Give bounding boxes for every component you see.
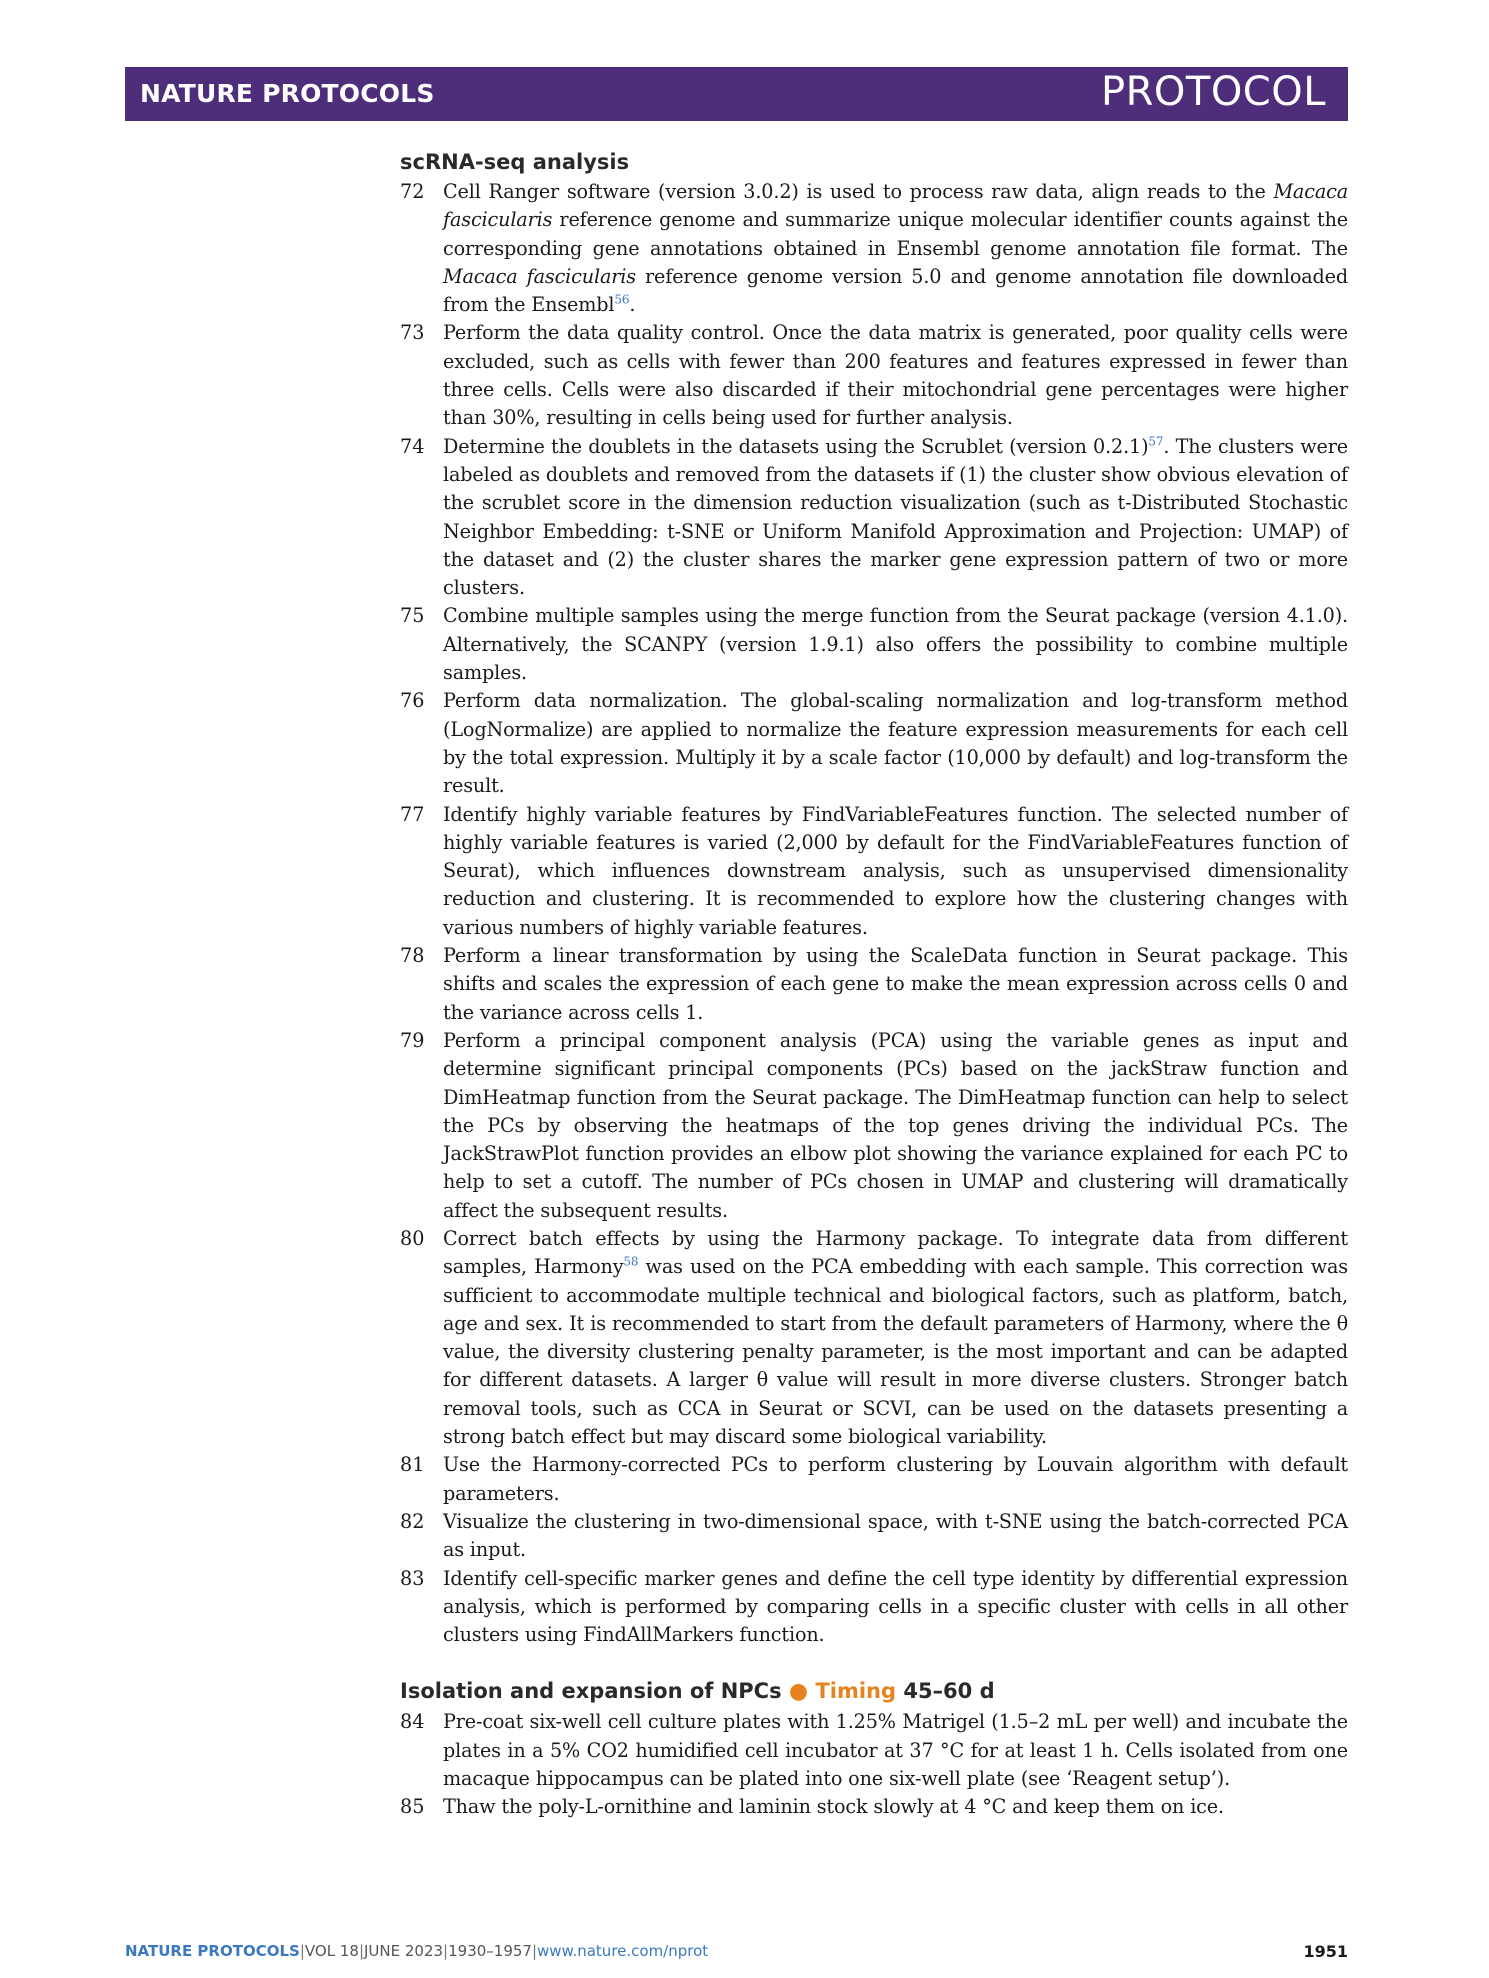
step-text: Identify cell-specific marker genes and define the cell type identity by differential expression analysis, which is performed by comparing cells in a specific cluster with cells in all other clusters using FindAllMarkers function. bbox=[443, 1566, 1348, 1647]
section-title-scrna: scRNA-seq analysis bbox=[400, 150, 630, 174]
step-80 bbox=[400, 1225, 1348, 1451]
step-73 bbox=[400, 319, 1348, 432]
step-text: Correct batch effects by using the Harmony package. To integrate data from different samples, Harmony$^{58}$ was used on the PCA embedding with each sample. This correction was sufficient to accommodate multiple technical and biological factors, such as platform, batch, age and sex. It is recommended to start from the default parameters of Harmony, where the θ value, the diversity clustering penalty parameter, is the most important and can be adapted for different datasets. A larger θ value will result in more diverse clusters. Stronger batch removal tools, such as CCA in Seurat or SCVI, can be used on the datasets presenting a strong batch effect but may discard some biological variability. bbox=[443, 1226, 1348, 1449]
step-84 bbox=[400, 1708, 1348, 1793]
species-name: Macaca fascicularis bbox=[443, 264, 636, 288]
step-text: Perform the data quality control. Once the data matrix is generated, poor quality cells were excluded, such as cells with fewer than 200 features and features expressed in fewer than three cells. Cells were also discarded if their mitochondrial gene percentages were higher than 30%, resulting in cells being used for further analysis. bbox=[443, 321, 1348, 430]
footer-pages: 1930–1957 bbox=[448, 1942, 532, 1960]
footer-separator: | bbox=[358, 1942, 364, 1960]
step-82 bbox=[400, 1508, 1348, 1565]
step-text: Thaw the poly-L-ornithine and laminin stock slowly at 4 °C and keep them on ice. bbox=[443, 1795, 1224, 1819]
page-number: 1951 bbox=[1303, 1942, 1348, 1961]
footer-separator: | bbox=[531, 1942, 538, 1960]
step-text: Perform a principal component analysis (PCA) using the variable genes as input and determine significant principal components (PCs) based on the jackStraw function and DimHeatmap function from the Seurat package. The DimHeatmap function can help to select the PCs by observing the heatmaps of the top genes driving the individual PCs. The JackStrawPlot function provides an elbow plot showing the variance explained for each PC to help to set a cutoff. The number of PCs chosen in UMAP and clustering will dramatically affect the subsequent results. bbox=[443, 1028, 1348, 1222]
step-number: 84 bbox=[400, 1710, 425, 1734]
step-text: Use the Harmony-corrected PCs to perform clustering by Louvain algorithm with default parameters. bbox=[443, 1453, 1348, 1505]
main-content bbox=[400, 150, 1348, 1822]
step-85 bbox=[400, 1793, 1348, 1821]
step-number: 85 bbox=[400, 1795, 425, 1819]
footer-date: JUNE 2023 bbox=[364, 1942, 444, 1960]
footer-volume: VOL 18 bbox=[304, 1942, 359, 1960]
article-type: PROTOCOL bbox=[1100, 69, 1326, 115]
step-number: 75 bbox=[400, 604, 425, 628]
step-text: Identify highly variable features by FindVariableFeatures function. The selected number of highly variable features is varied (2,000 by default for the FindVariableFeatures function of Seurat), which influences downstream analysis, such as unsupervised dimensionality reduction and clustering. It is recommended to explore how the clustering changes with various numbers of highly variable features. bbox=[443, 802, 1348, 939]
footer-journal: NATURE PROTOCOLS bbox=[125, 1942, 300, 1960]
journal-header-bar bbox=[125, 67, 1348, 121]
reference-link[interactable]: 57 bbox=[1148, 434, 1164, 449]
step-text: Cell Ranger software (version 3.0.2) is used to process raw data, align reads to the Macaca fascicularis reference genome and summarize unique molecular identifier counts against the corresponding gene annotations obtained in Ensembl genome annotation file format. The Macaca fascicularis reference genome version 5.0 and genome annotation file downloaded from the Ensembl$^{56}$. bbox=[443, 180, 1349, 317]
step-number: 82 bbox=[400, 1509, 425, 1533]
reference-link[interactable]: 56 bbox=[614, 292, 630, 307]
page-footer bbox=[125, 1942, 1348, 1960]
step-text: Pre-coat six-well cell culture plates with 1.25% Matrigel (1.5–2 mL per well) and incubate the plates in a 5% CO2 humidified cell incubator at 37 °C for at least 1 h. Cells isolated from one macaque hippocampus can be plated into one six-well plate (see ‘Reagent setup’). bbox=[443, 1710, 1348, 1791]
step-number: 76 bbox=[400, 689, 425, 713]
step-text: Perform a linear transformation by using the ScaleData function in Seurat package. This shifts and scales the expression of each gene to make the mean expression across cells 0 and the variance across cells 1. bbox=[443, 944, 1348, 1024]
reference-link[interactable]: 58 bbox=[623, 1254, 639, 1269]
step-number: 78 bbox=[400, 944, 425, 968]
step-text: Determine the doublets in the datasets using the Scrublet (version 0.2.1)$^{57}$. The clusters were labeled as doublets and removed from the datasets if (1) the cluster show obvious elevation of the scrublet score in the dimension reduction visualization (such as t-Distributed Stochastic Neighbor Embedding: t-SNE or Uniform Manifold Approximation and Projection: UMAP) of the dataset and (2) the cluster shares the marker gene expression pattern of two or more clusters. bbox=[443, 434, 1348, 600]
step-72 bbox=[400, 178, 1348, 319]
step-number: 81 bbox=[400, 1453, 425, 1477]
step-number: 79 bbox=[400, 1028, 425, 1052]
step-78 bbox=[400, 942, 1348, 1027]
step-text: Combine multiple samples using the merge function from the Seurat package (version 4.1.0). Alternatively, the SCANPY (version 1.9.1) also offers the possibility to combine multiple samples. bbox=[443, 604, 1348, 685]
timing-label: Timing bbox=[815, 1679, 897, 1704]
species-name: Macaca fascicularis bbox=[443, 180, 1348, 232]
step-74 bbox=[400, 433, 1348, 603]
footer-separator: | bbox=[299, 1942, 305, 1960]
section-title-npc-isolation: Isolation and expansion of NPCs ● Timing 45–60 d bbox=[400, 1679, 995, 1705]
step-83 bbox=[400, 1565, 1348, 1650]
footer-separator: | bbox=[443, 1942, 449, 1960]
step-number: 77 bbox=[400, 802, 425, 826]
journal-name: NATURE PROTOCOLS bbox=[140, 79, 435, 108]
step-number: 73 bbox=[400, 321, 425, 345]
step-81 bbox=[400, 1451, 1348, 1508]
step-number: 80 bbox=[400, 1226, 425, 1250]
timing-icon: ● bbox=[788, 1679, 809, 1705]
step-text: Perform data normalization. The global-scaling normalization and log-transform method (LogNormalize) are applied to normalize the feature expression measurements for each cell by the total expression. Multiply it by a scale factor (10,000 by default) and log-transform the result. bbox=[443, 689, 1348, 798]
step-number: 83 bbox=[400, 1566, 425, 1590]
step-77 bbox=[400, 801, 1348, 942]
step-75 bbox=[400, 602, 1348, 687]
footer-url-link[interactable]: www.nature.com/nprot bbox=[537, 1942, 709, 1960]
step-79 bbox=[400, 1027, 1348, 1225]
step-number: 74 bbox=[400, 434, 425, 458]
step-number: 72 bbox=[400, 180, 425, 203]
timing-value: 45–60 d bbox=[903, 1679, 995, 1704]
step-text: Visualize the clustering in two-dimensional space, with t-SNE using the batch-corrected PCA as input. bbox=[443, 1509, 1348, 1562]
step-76 bbox=[400, 687, 1348, 800]
